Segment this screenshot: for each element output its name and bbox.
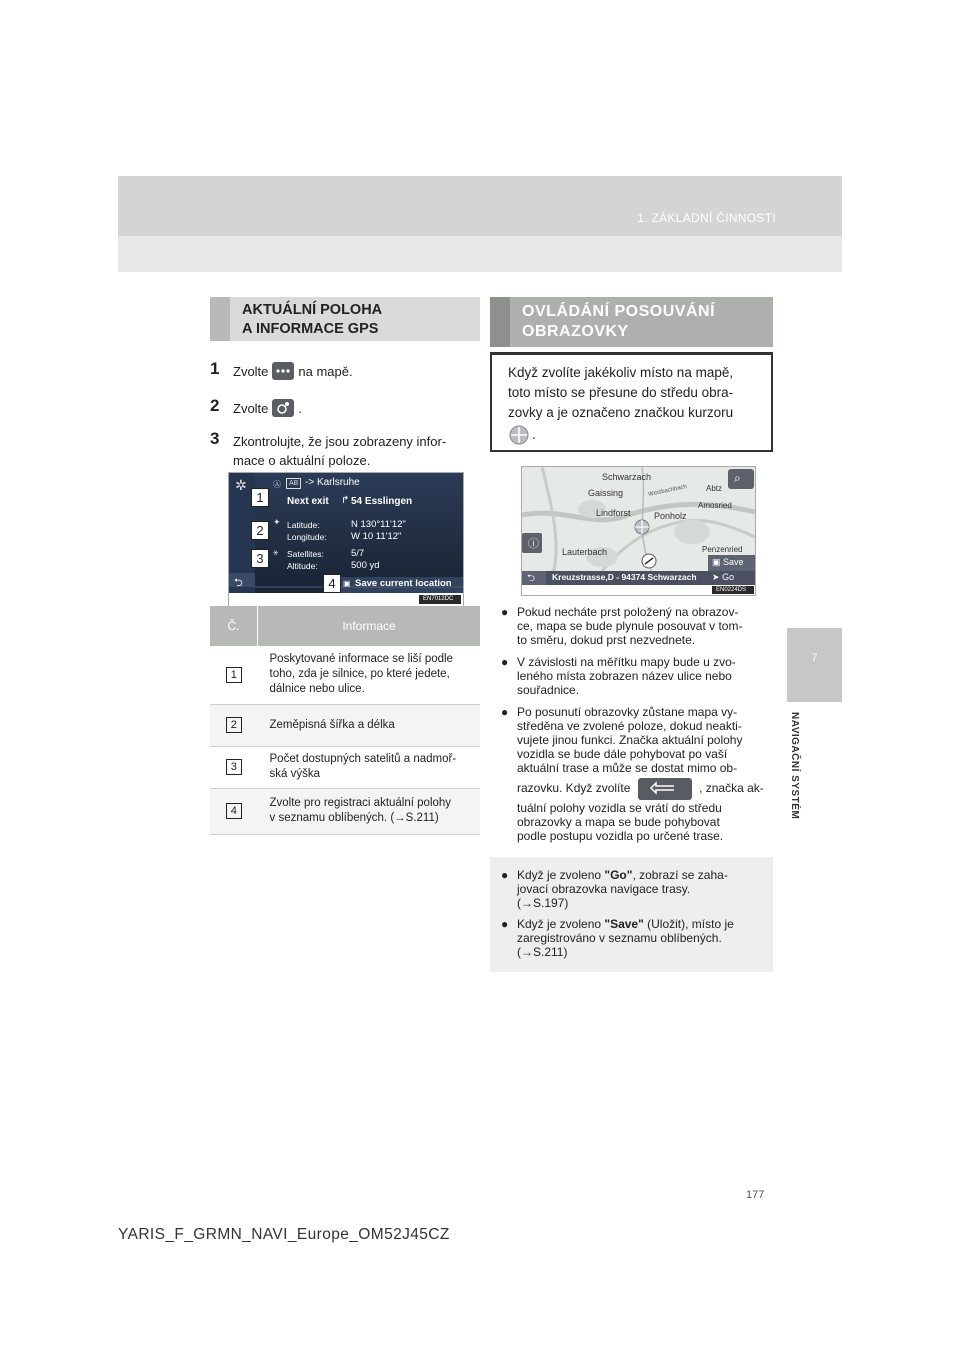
heading-line: OVLÁDÁNÍ POSOUVÁNÍ	[522, 303, 716, 320]
step-text: mace o aktuální poloze.	[233, 453, 371, 468]
go-button[interactable]	[712, 572, 734, 583]
map-place: Schwarzach	[602, 472, 652, 482]
header-subband	[118, 236, 842, 272]
cell-text: Zeměpisná šířka a délka	[269, 718, 395, 731]
bullet-text: aktuální trase a může se dostat mimo ob-	[517, 761, 738, 775]
column-header: Č.	[210, 606, 258, 646]
page-number: 177	[746, 1189, 765, 1201]
map-place: Lauterbach	[562, 547, 608, 557]
table-row	[210, 646, 480, 704]
step-number: 2	[210, 396, 220, 415]
map-screen	[521, 466, 756, 596]
bullet-text: leného místa zobrazen název ulice nebo	[517, 669, 732, 683]
map-place: Lindforst	[596, 508, 631, 518]
save-label: Save	[723, 557, 744, 567]
zoom-search-icon[interactable]: ⌕	[734, 471, 741, 485]
heading-text	[522, 302, 715, 342]
position-icon: ✦	[273, 517, 281, 527]
bullet-text: V závislosti na měřítku mapy bude u zvo-	[517, 655, 736, 669]
bullet-icon: ●	[501, 655, 509, 669]
step-text: Zvolte	[233, 401, 269, 416]
cell-text: Poskytované informace se liší podle	[269, 653, 453, 666]
more-options-icon[interactable]	[272, 362, 294, 380]
chapter-tab	[787, 628, 842, 702]
section-heading-gps	[210, 297, 480, 341]
bullet-text: souřadnice.	[517, 683, 580, 697]
chapter-tab-label	[789, 712, 809, 832]
bullet-text: tuální polohy vozidla se vrátí do středu	[517, 801, 722, 815]
intro-text: Když zvolíte jakékoliv místo na mapě,	[508, 365, 734, 380]
note-text: (→S.211)	[517, 945, 568, 959]
next-exit-value: 54 Esslingen	[351, 496, 413, 507]
satellites-label: Satellites:	[287, 549, 324, 559]
save-button[interactable]	[712, 557, 744, 568]
bullet-icon: ●	[501, 705, 509, 719]
intro-box	[490, 352, 773, 452]
note-text: , zobrazí se zaha-	[632, 868, 728, 882]
step-text: na mapě.	[298, 364, 353, 379]
intro-text: zovky a je označeno značkou kurzoru	[508, 405, 734, 420]
cursor-icon	[508, 425, 530, 445]
note-text: Když je zvoleno	[517, 868, 605, 882]
bullet-text: Pokud necháte prst položený na obrazov-	[517, 605, 739, 619]
route-badge: AB	[286, 478, 301, 489]
step-number: 1	[210, 359, 220, 378]
heading-line: OBRAZOVKY	[522, 323, 629, 340]
callout-4: 4	[323, 574, 341, 593]
map-address: Kreuzstrasse,D - 94374 Schwarzach	[552, 572, 697, 582]
longitude-value: W 10 11'12"	[351, 531, 402, 542]
image-code: EN0224DS	[716, 587, 747, 593]
intro-text: toto místo se přesune do středu obra-	[508, 385, 734, 400]
heading-bar	[490, 297, 510, 347]
document-code-footer: YARIS_F_GRMN_NAVI_Europe_OM52J45CZ	[118, 1226, 450, 1243]
bullet-item	[501, 705, 771, 853]
satellites-value: 5/7	[351, 548, 365, 559]
note-text: (Uložit), místo je	[643, 917, 734, 931]
step-number: 3	[210, 429, 220, 448]
bullet-icon: ●	[501, 917, 509, 931]
cell-text: ská výška	[269, 768, 320, 780]
row-number: 1	[226, 667, 242, 683]
longitude-label: Longitude:	[287, 532, 327, 542]
map-place: Ponholz	[654, 511, 687, 521]
callout-1: 1	[251, 488, 269, 507]
heading-line: A INFORMACE GPS	[242, 321, 379, 337]
save-icon: ▣	[712, 557, 721, 567]
back-icon[interactable]: ⮌	[234, 577, 243, 589]
heading-text	[242, 301, 382, 339]
next-exit-label: Next exit	[287, 496, 329, 507]
cell-text: Zvolte pro registraci aktuální polohy	[269, 797, 452, 809]
note-save-keyword: "Save"	[604, 917, 644, 931]
altitude-value: 500 yd	[351, 560, 380, 571]
altitude-label: Altitude:	[287, 561, 318, 571]
callout-2: 2	[251, 521, 269, 540]
cell-text: Počet dostupných satelitů a nadmoř-	[269, 753, 457, 765]
bullet-text: Po posunutí obrazovky zůstane mapa vy-	[517, 705, 738, 719]
cell-text: v seznamu oblíbených. (→S.211)	[269, 812, 439, 824]
note-text: (→S.197)	[517, 896, 569, 910]
bullet-text: středěna ve zvolené poloze, dokud neakti-	[517, 719, 742, 733]
save-current-location-button[interactable]: Save current location	[355, 578, 452, 589]
image-code: EN7012DC	[423, 596, 454, 602]
bullet-text: obrazovky a mapa se bude pohybovat	[517, 815, 720, 829]
back-button-icon[interactable]	[638, 778, 692, 800]
table-row	[210, 788, 480, 834]
info-table	[210, 606, 480, 835]
bullet-text: to směru, dokud prst nezvednete.	[517, 633, 696, 647]
gps-info-icon[interactable]	[272, 399, 294, 417]
go-label: Go	[722, 572, 735, 582]
row-number: 2	[226, 717, 242, 733]
bullet-text: ce, mapa se bude plynule posouvat v tom-	[517, 619, 743, 633]
map-place: Abtz	[706, 484, 723, 493]
header-band	[118, 176, 842, 236]
chapter-title: 1. ZÁKLADNÍ ČINNOSTI	[637, 211, 776, 225]
bullet-item	[501, 605, 771, 647]
row-number: 3	[226, 759, 242, 775]
intro-text: .	[532, 427, 536, 442]
column-header: Informace	[258, 606, 481, 646]
save-location-icon: ▣	[343, 579, 351, 588]
settings-gear-icon[interactable]: ✲	[235, 477, 247, 493]
bullet-item	[501, 655, 771, 697]
bullet-icon: ●	[501, 605, 509, 619]
step-text: .	[298, 401, 303, 416]
cell-text: toho, zda je silnice, po které jedete,	[269, 668, 450, 681]
note-box	[490, 857, 773, 972]
bullet-text: vujete jinou funkci. Značka aktuální polohy	[517, 733, 743, 747]
section-heading-scroll	[490, 297, 773, 347]
map-info-icon[interactable]: ⓘ	[528, 538, 539, 550]
map-place: Gaissing	[588, 488, 624, 498]
callout-3: 3	[251, 549, 269, 568]
go-icon: ➤	[712, 572, 720, 582]
map-place: Penzenried	[702, 545, 743, 554]
cell-text: dálnice nebo ulice.	[269, 683, 365, 696]
bullet-text: podle postupu vozidla po určené trase.	[517, 829, 724, 843]
heading-line: AKTUÁLNÍ POLOHA	[242, 302, 383, 318]
chapter-tab-number: 7	[811, 652, 818, 664]
step-text: Zkontrolujte, že jsou zobrazeny infor-	[233, 434, 447, 449]
bullet-text: razovku. Když zvolíte	[517, 781, 631, 795]
map-place: Weisbachbach	[647, 483, 688, 499]
note-go-keyword: "Go"	[604, 868, 633, 882]
gps-info-screen: ✲ Ⓐ AB -> Karlsruhe Next exit ↱ 54 Esslingen ✦ Latitude: N 130°11'12" Longitude: W 10 11'12" ⚹ Satellites: 5/7 Altitude: 500 yd ⮌ ▣ Save current location EN7012DC 1 2 3 4	[228, 472, 464, 607]
row-number: 4	[226, 803, 242, 819]
step-text: Zvolte	[233, 364, 269, 379]
route-text: -> Karlsruhe	[305, 477, 360, 488]
table-row	[210, 704, 480, 746]
table-header-row	[210, 606, 480, 646]
chapter-tab-text: NAVIGAČNÍ SYSTÉM	[789, 712, 800, 820]
note-text: jovací obrazovka navigace trasy.	[517, 882, 691, 896]
back-icon[interactable]: ⮌	[527, 573, 536, 584]
latitude-value: N 130°11'12"	[351, 519, 406, 530]
map-place: Amosried	[698, 501, 732, 510]
note-text: Když je zvoleno	[517, 917, 605, 931]
bullet-icon: ●	[501, 868, 509, 882]
bullet-text: vozidla se bude dále pohybovat po vaší	[517, 747, 728, 761]
bullet-text: , značka ak-	[699, 781, 764, 795]
latitude-label: Latitude:	[287, 520, 320, 530]
note-text: zaregistrováno v seznamu oblíbených.	[517, 931, 722, 945]
heading-bar	[210, 297, 230, 341]
table-row	[210, 746, 480, 788]
satellite-icon: ⚹	[273, 547, 279, 557]
